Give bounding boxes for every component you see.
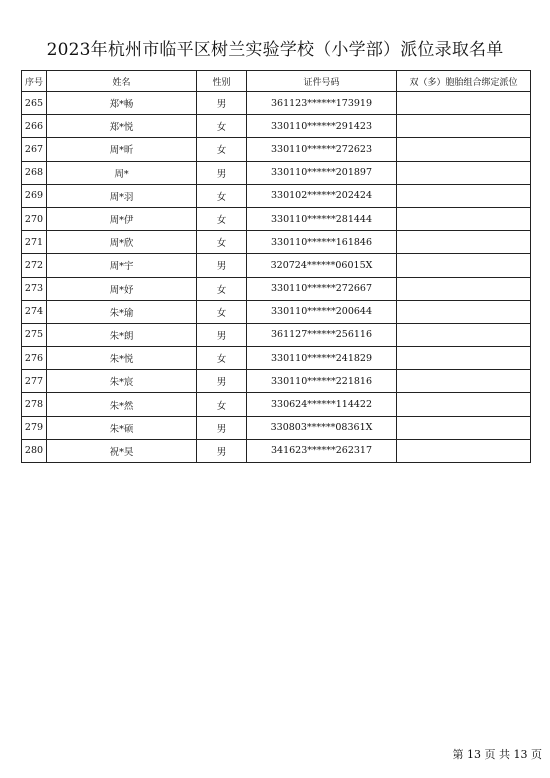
table-row [22,393,531,416]
cell-name: 郑*畅 [47,92,197,115]
cell-twin-binding [397,347,531,370]
header-gender: 性别 [197,71,247,92]
cell-name: 周*羽 [47,184,197,207]
header-twin-binding: 双（多）胞胎组合绑定派位 [397,71,531,92]
page-title: 2023年杭州市临平区树兰实验学校（小学部）派位录取名单 [46,40,504,60]
table-row [22,161,531,184]
cell-seq: 266 [22,115,47,138]
cell-id-number: 330110******281444 [247,207,397,230]
cell-gender: 女 [197,115,247,138]
cell-seq: 272 [22,254,47,277]
table-row [22,231,531,254]
cell-id-number: 361127******256116 [247,323,397,346]
table-row [22,416,531,439]
cell-gender: 男 [197,370,247,393]
cell-gender: 女 [197,393,247,416]
cell-twin-binding [397,184,531,207]
cell-id-number: 330102******202424 [247,184,397,207]
cell-seq: 274 [22,300,47,323]
cell-seq: 275 [22,323,47,346]
table-row [22,184,531,207]
table-row [22,300,531,323]
header-id-number: 证件号码 [247,71,397,92]
cell-id-number: 330624******114422 [247,393,397,416]
table-row [22,138,531,161]
admission-table [21,70,531,463]
table-row [22,115,531,138]
cell-seq: 280 [22,439,47,462]
cell-seq: 268 [22,161,47,184]
cell-gender: 女 [197,207,247,230]
cell-name: 朱*宸 [47,370,197,393]
cell-id-number: 330110******291423 [247,115,397,138]
cell-name: 郑*悦 [47,115,197,138]
cell-twin-binding [397,92,531,115]
cell-seq: 278 [22,393,47,416]
table-row [22,207,531,230]
cell-twin-binding [397,161,531,184]
cell-id-number: 330110******161846 [247,231,397,254]
cell-seq: 273 [22,277,47,300]
cell-twin-binding [397,300,531,323]
cell-gender: 女 [197,277,247,300]
cell-seq: 267 [22,138,47,161]
cell-id-number: 330110******201897 [247,161,397,184]
cell-twin-binding [397,277,531,300]
cell-gender: 女 [197,184,247,207]
cell-gender: 男 [197,92,247,115]
cell-twin-binding [397,254,531,277]
table-row [22,370,531,393]
cell-twin-binding [397,439,531,462]
cell-seq: 276 [22,347,47,370]
cell-gender: 女 [197,300,247,323]
cell-gender: 男 [197,416,247,439]
cell-seq: 270 [22,207,47,230]
table-row [22,277,531,300]
cell-id-number: 330110******221816 [247,370,397,393]
cell-twin-binding [397,207,531,230]
cell-name: 周*妤 [47,277,197,300]
header-seq: 序号 [22,71,47,92]
cell-name: 周*昕 [47,138,197,161]
table-row [22,92,531,115]
cell-name: 朱*然 [47,393,197,416]
header-name: 姓名 [47,71,197,92]
cell-seq: 277 [22,370,47,393]
cell-name: 朱*朗 [47,323,197,346]
cell-name: 祝*昊 [47,439,197,462]
cell-twin-binding [397,231,531,254]
table-row [22,439,531,462]
cell-gender: 男 [197,323,247,346]
cell-twin-binding [397,416,531,439]
cell-gender: 女 [197,138,247,161]
table-header-row [22,71,531,92]
cell-id-number: 361123******173919 [247,92,397,115]
cell-twin-binding [397,138,531,161]
table-row [22,347,531,370]
table-body [22,92,531,463]
table-row [22,323,531,346]
cell-name: 周*伊 [47,207,197,230]
cell-seq: 279 [22,416,47,439]
cell-seq: 271 [22,231,47,254]
cell-id-number: 330803******08361X [247,416,397,439]
cell-id-number: 330110******272667 [247,277,397,300]
cell-id-number: 341623******262317 [247,439,397,462]
cell-gender: 女 [197,231,247,254]
cell-id-number: 330110******272623 [247,138,397,161]
cell-name: 朱*悦 [47,347,197,370]
cell-name: 朱*瑜 [47,300,197,323]
cell-twin-binding [397,393,531,416]
cell-name: 周*宇 [47,254,197,277]
table-row [22,254,531,277]
cell-seq: 269 [22,184,47,207]
cell-twin-binding [397,115,531,138]
cell-gender: 男 [197,161,247,184]
cell-twin-binding [397,323,531,346]
cell-twin-binding [397,370,531,393]
cell-id-number: 330110******200644 [247,300,397,323]
cell-id-number: 320724******06015X [247,254,397,277]
cell-seq: 265 [22,92,47,115]
cell-name: 朱*硕 [47,416,197,439]
cell-id-number: 330110******241829 [247,347,397,370]
cell-name: 周* [47,161,197,184]
cell-gender: 男 [197,439,247,462]
page-number: 第 13 页 共 13 页 [452,748,542,761]
cell-name: 周*欣 [47,231,197,254]
cell-gender: 男 [197,254,247,277]
cell-gender: 女 [197,347,247,370]
